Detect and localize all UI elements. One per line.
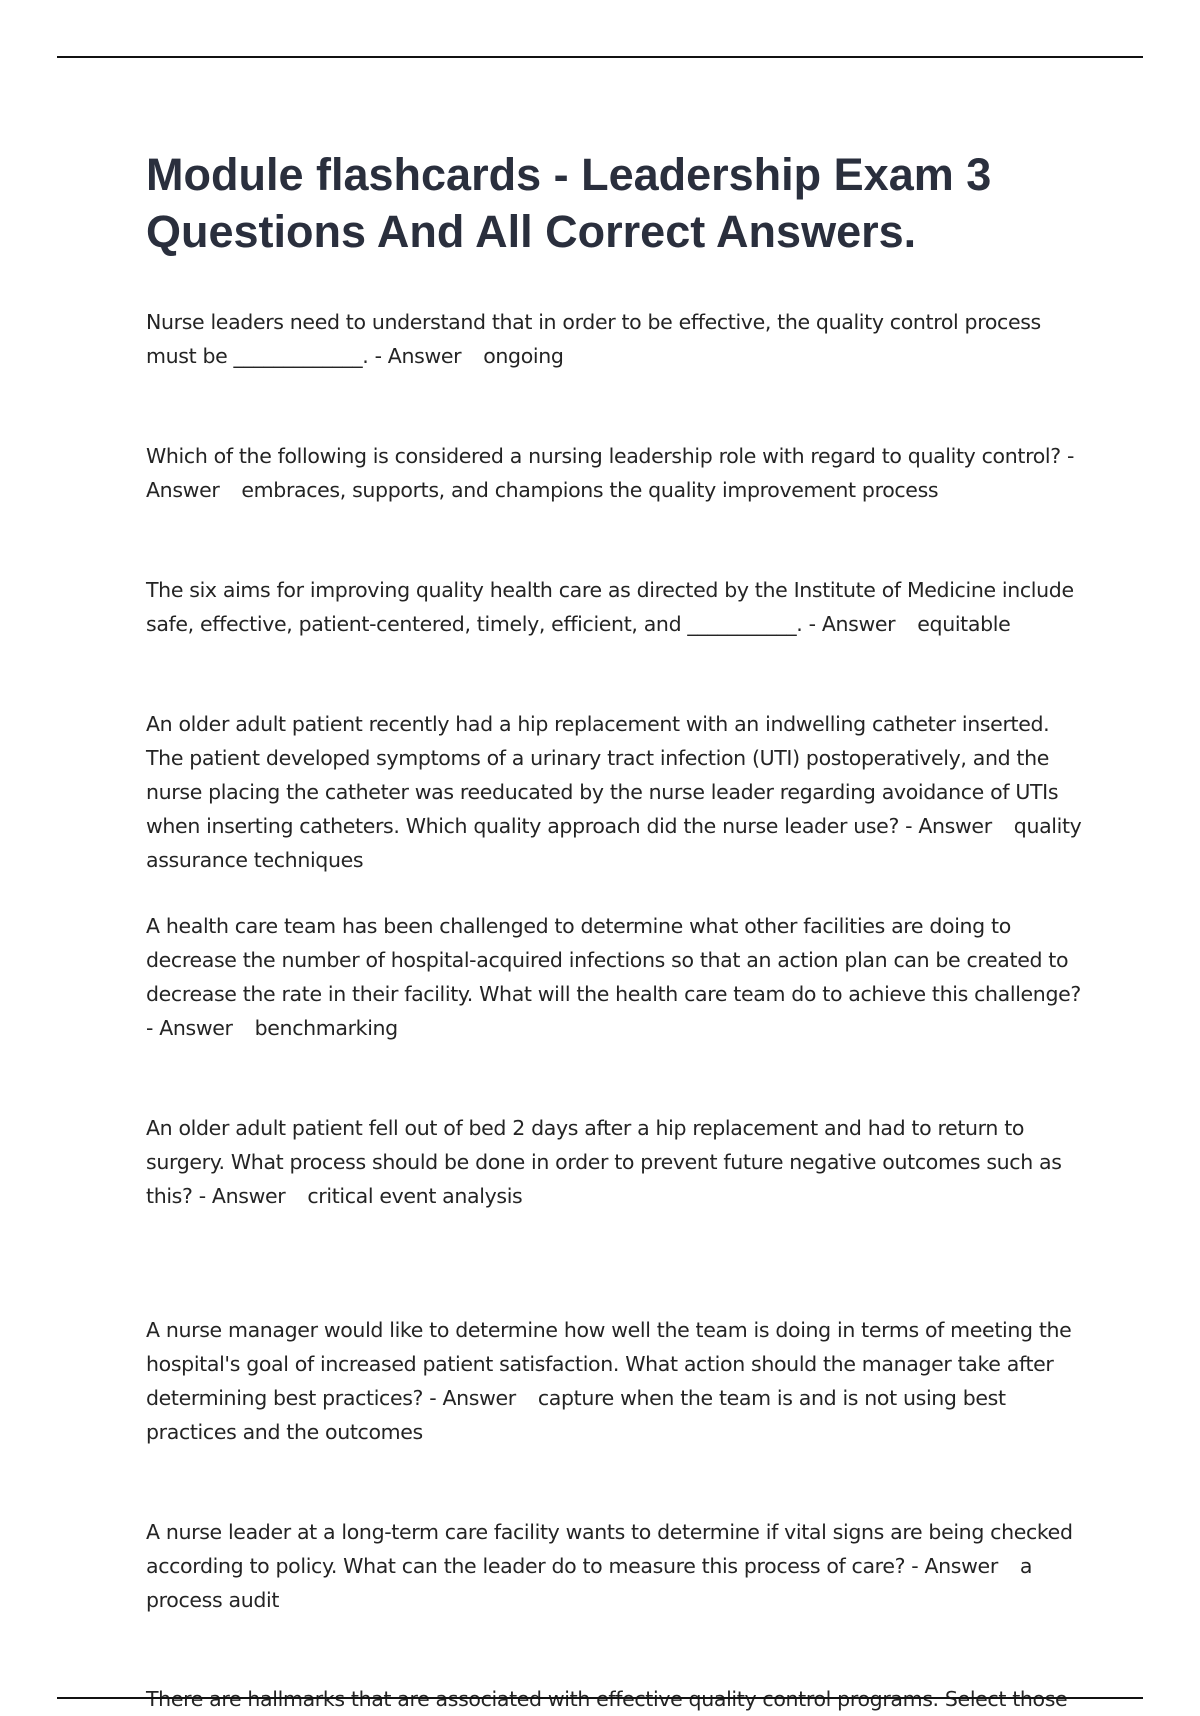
flashcard-item: [146, 707, 1086, 877]
answer-marker: - Answer: [905, 814, 992, 838]
answer-text: ongoing: [483, 344, 564, 368]
question-text: A nurse leader at a long-term care facility wants to determine if vital signs are being checked according to policy. What can the leader do to measure this process of care?: [146, 1520, 1073, 1578]
answer-marker: - Answer: [146, 444, 1075, 502]
top-divider: [57, 56, 1143, 58]
answer-text: quality assurance techniques: [146, 814, 1082, 872]
flashcard-item: [146, 909, 1086, 1045]
question-text: An older adult patient fell out of bed 2 days after a hip replacement and had to return to surgery. What process should be done in order to prevent future negative outcomes such as this?: [146, 1116, 1062, 1208]
flashcard-item: [146, 1111, 1086, 1213]
question-text: Which of the following is considered a nursing leadership role with regard to quality control?: [146, 444, 1061, 468]
answer-marker: - Answer: [146, 1016, 233, 1040]
answer-text: capture when the team is and is not using best practices and the outcomes: [146, 1386, 1006, 1444]
answer-marker: - Answer: [429, 1386, 516, 1410]
flashcard-item: [146, 439, 1086, 507]
answer-text: a process audit: [146, 1554, 1033, 1612]
truncated-next-question: There are hallmarks that are associated with effective quality control programs. Select those: [146, 1687, 1068, 1711]
answer-marker: - Answer: [808, 612, 896, 636]
answer-marker: - Answer: [911, 1554, 998, 1578]
page-title: Module flashcards - Leadership Exam 3 Questions And All Correct Answers.: [146, 149, 992, 257]
flashcard-item: [146, 573, 1086, 641]
question-text: Nurse leaders need to understand that in order to be effective, the quality control process must be _____________.: [146, 310, 1041, 368]
question-text: The six aims for improving quality health care as directed by the Institute of Medicine include safe, effective, patient-centered, timely, efficient, and ___________.: [146, 578, 1074, 636]
question-text: A nurse manager would like to determine how well the team is doing in terms of meeting the hospital's goal of increased patient satisfaction. What action should the manager take after determining best practices?: [146, 1318, 1072, 1410]
answer-text: embraces, supports, and champions the quality improvement process: [241, 478, 939, 502]
answer-text: critical event analysis: [307, 1184, 523, 1208]
flashcard-item: [146, 1515, 1086, 1617]
question-text: A health care team has been challenged to determine what other facilities are doing to decrease the number of hospital-acquired infections so that an action plan can be created to decrease the rate in their facility. What will the health care team do to achieve this challenge?: [146, 914, 1081, 1006]
answer-marker: - Answer: [374, 344, 462, 368]
answer-text: equitable: [917, 612, 1011, 636]
answer-text: benchmarking: [254, 1016, 398, 1040]
question-text: An older adult patient recently had a hip replacement with an indwelling catheter inserted. The patient developed symptoms of a urinary tract infection (UTI) postoperatively, and the nurse placing the catheter was reeducated by the nurse leader regarding avoidance of UTIs when inserting catheters. Which quality approach did the nurse leader use?: [146, 712, 1059, 838]
answer-marker: - Answer: [198, 1184, 286, 1208]
flashcard-item: [146, 1313, 1086, 1449]
flashcard-item: [146, 305, 1086, 373]
bottom-divider: [57, 1697, 1143, 1699]
